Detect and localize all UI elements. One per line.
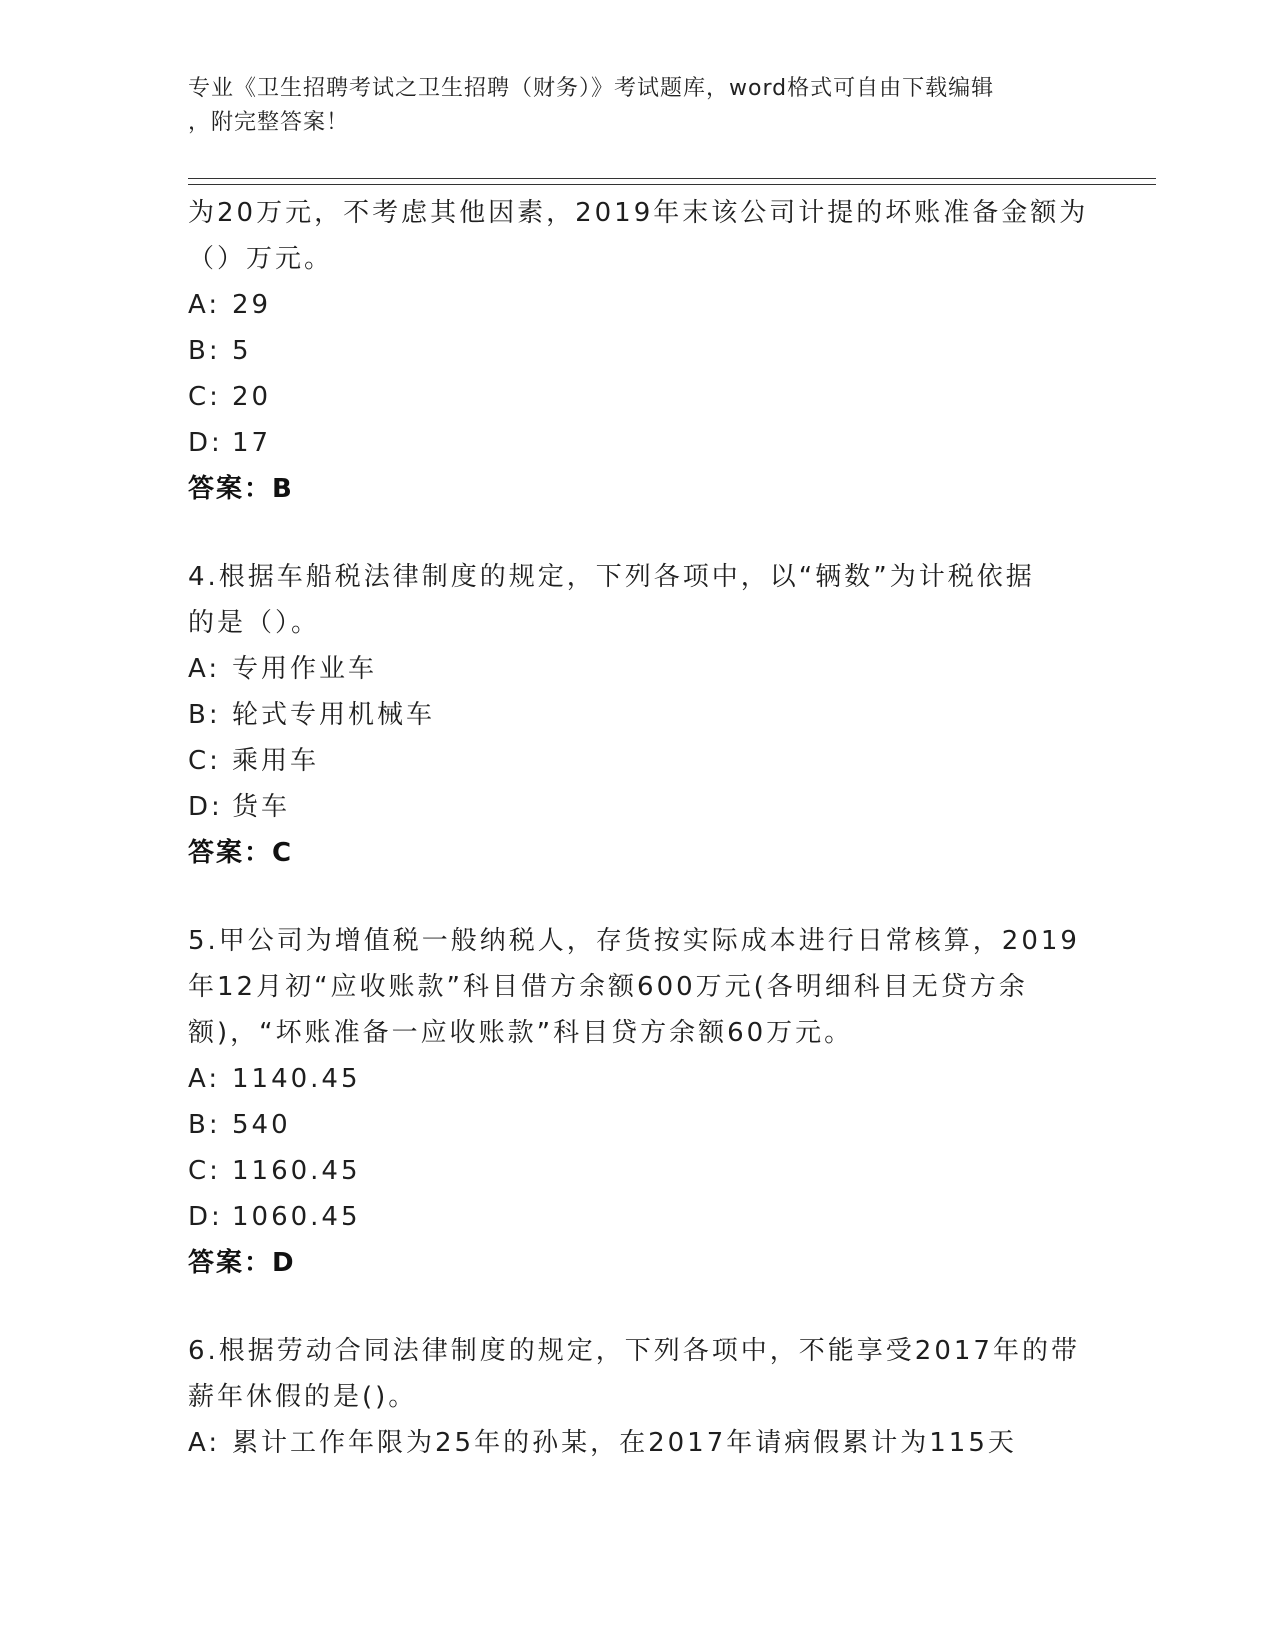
question-4 <box>188 554 1088 876</box>
option-value: 货车 <box>232 792 291 822</box>
option-label: C: <box>188 746 221 776</box>
header-divider-bottom <box>188 184 1156 185</box>
question-6 <box>188 1328 1088 1466</box>
option-label: A: <box>188 290 221 320</box>
option-c <box>188 1148 1088 1194</box>
question-text-line: 的是（）。 <box>188 608 321 638</box>
question-5 <box>188 918 1088 1286</box>
option-d <box>188 1194 1088 1240</box>
answer-line: 答案：C <box>188 838 294 868</box>
question-text-line: 薪年休假的是()。 <box>188 1382 418 1412</box>
option-value: 累计工作年限为25年的孙某，在2017年请病假累计为115天 <box>232 1428 1017 1458</box>
option-value: 20 <box>232 382 272 412</box>
option-a <box>188 646 1088 692</box>
question-text-line: 为20万元，不考虑其他因素，2019年末该公司计提的坏账准备金额为 <box>188 198 1089 228</box>
option-value: 专用作业车 <box>232 654 378 684</box>
option-b <box>188 692 1088 738</box>
option-value: 1060.45 <box>232 1202 361 1232</box>
option-label: D: <box>188 1202 223 1232</box>
question-gap <box>188 876 1088 918</box>
question-text-line: （）万元。 <box>188 244 334 274</box>
question-text-line: 6.根据劳动合同法律制度的规定，下列各项中，不能享受2017年的带 <box>188 1336 1080 1366</box>
option-label: A: <box>188 654 221 684</box>
option-label: B: <box>188 336 221 366</box>
option-a <box>188 1056 1088 1102</box>
question-text-line: 4.根据车船税法律制度的规定，下列各项中，以“辆数”为计税依据 <box>188 562 1035 592</box>
option-label: C: <box>188 382 221 412</box>
answer-line: 答案：D <box>188 1248 296 1278</box>
option-label: B: <box>188 700 221 730</box>
option-value: 540 <box>232 1110 291 1140</box>
option-label: A: <box>188 1428 221 1458</box>
option-c <box>188 738 1088 784</box>
option-a <box>188 1420 1088 1466</box>
option-label: B: <box>188 1110 221 1140</box>
option-a <box>188 282 1088 328</box>
document-header <box>188 72 1088 140</box>
option-value: 5 <box>232 336 252 366</box>
option-b <box>188 328 1088 374</box>
option-value: 17 <box>232 428 272 458</box>
option-label: D: <box>188 428 223 458</box>
option-value: 1160.45 <box>232 1156 361 1186</box>
question-gap <box>188 1286 1088 1328</box>
question-text-line: 额)，“坏账准备一应收账款”科目贷方余额60万元。 <box>188 1018 854 1048</box>
option-label: C: <box>188 1156 221 1186</box>
option-c <box>188 374 1088 420</box>
header-line-2: ，附完整答案！ <box>188 110 350 135</box>
option-d <box>188 420 1088 466</box>
option-label: A: <box>188 1064 221 1094</box>
option-value: 轮式专用机械车 <box>232 700 436 730</box>
option-value: 29 <box>232 290 272 320</box>
option-label: D: <box>188 792 223 822</box>
question-text-line: 年12月初“应收账款”科目借方余额600万元(各明细科目无贷方余 <box>188 972 1028 1002</box>
option-b <box>188 1102 1088 1148</box>
question-gap <box>188 512 1088 554</box>
option-d <box>188 784 1088 830</box>
answer-line: 答案：B <box>188 474 294 504</box>
option-value: 1140.45 <box>232 1064 361 1094</box>
header-divider-top <box>188 178 1156 179</box>
question-content <box>188 190 1088 1466</box>
question-3 <box>188 190 1088 512</box>
option-value: 乘用车 <box>232 746 320 776</box>
question-text-line: 5.甲公司为增值税一般纳税人，存货按实际成本进行日常核算，2019 <box>188 926 1080 956</box>
header-line-1: 专业《卫生招聘考试之卫生招聘（财务）》考试题库，word格式可自由下载编辑 <box>188 76 995 101</box>
